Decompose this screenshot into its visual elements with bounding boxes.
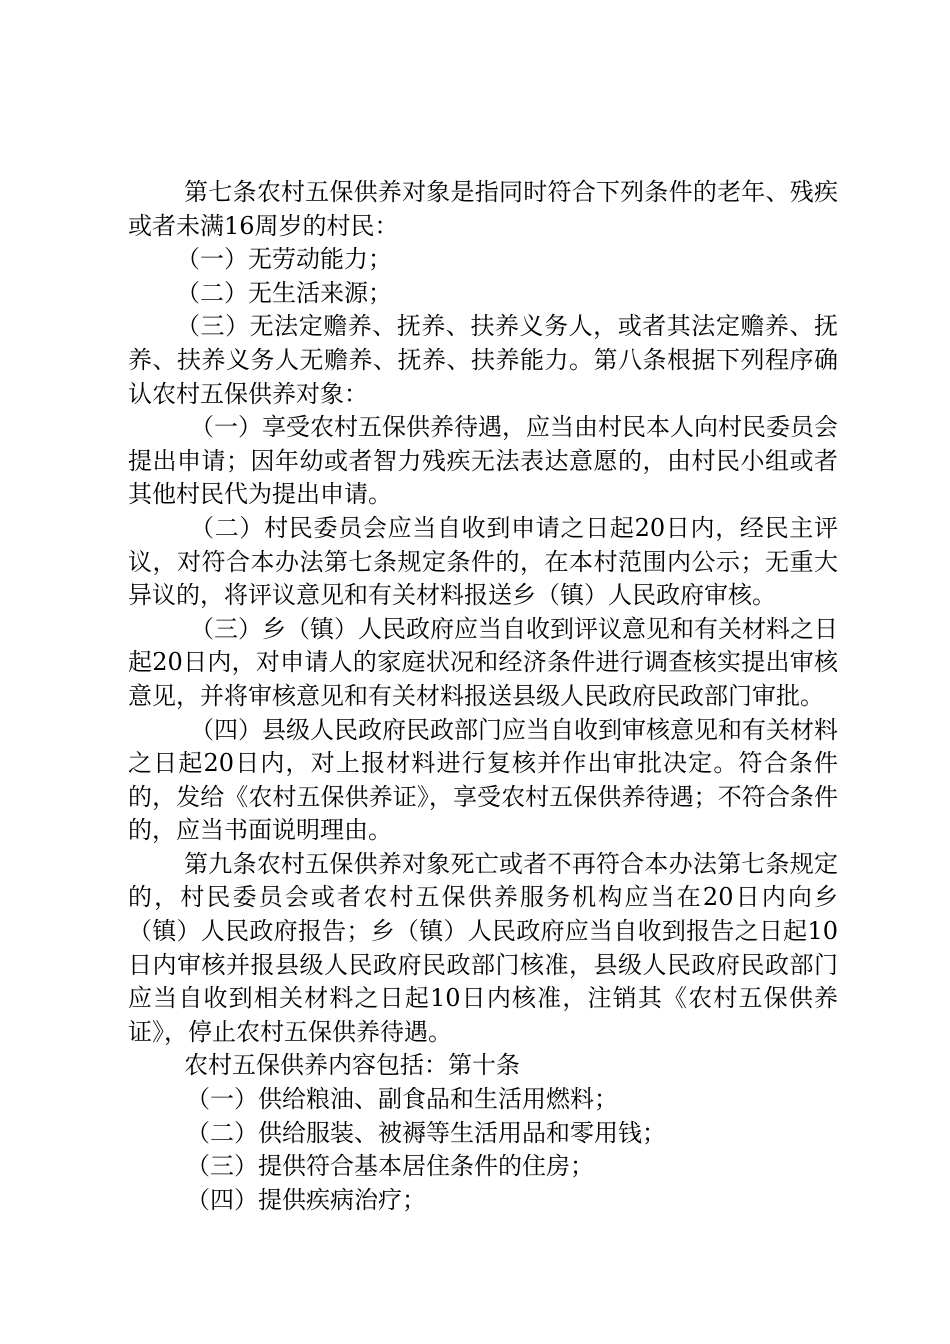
article8-item-3: （三）乡（镇）人民政府应当自收到评议意见和有关材料之日起20日内，对申请人的家庭状况和经济条件进行调查核实提出审核意见，并将审核意见和有关材料报送县级人民政府民政部门审批。	[128, 614, 838, 710]
article10-intro: 农村五保供养内容包括：第十条	[184, 1051, 520, 1080]
article10-item-4: （四）提供疾病治疗；	[186, 1185, 426, 1214]
article8-item-2: （二）村民委员会应当自收到申请之日起20日内，经民主评议，对符合本办法第七条规定条件的，在本村范围内公示；无重大异议的，将评议意见和有关材料报送乡（镇）人民政府审核。	[128, 513, 838, 610]
article10-item-3: （三）提供符合基本居住条件的住房；	[186, 1152, 594, 1181]
article7-item-3: （三）无法定赡养、抚养、扶养义务人，或者其法定赡养、抚养、扶养义务人无赡养、抚养、扶养能力。第八条根据下列程序确认农村五保供养对象：	[128, 312, 838, 408]
article7-item-1: （一）无劳动能力；	[176, 245, 392, 274]
article9-text: 第九条农村五保供养对象死亡或者不再符合本办法第七条规定的，村民委员会或者农村五保供养服务机构应当在20日内向乡（镇）人民政府报告；乡（镇）人民政府应当自收到报告之日起10日内审核并报县级人民政府民政部门核准，县级人民政府民政部门应当自收到相关材料之日起10日内核准，注销其《农村五保供养证》，停止农村五保供养待遇。	[128, 849, 838, 1046]
article7-intro: 第七条农村五保供养对象是指同时符合下列条件的老年、残疾或者未满16周岁的村民：	[128, 178, 838, 240]
article8-item-4: （四）县级人民政府民政部门应当自收到审核意见和有关材料之日起20日内，对上报材料进行复核并作出审批决定。符合条件的，发给《农村五保供养证》，享受农村五保供养待遇；不符合条件的，应当书面说明理由。	[128, 715, 838, 845]
article10-item-1: （一）供给粮油、副食品和生活用燃料；	[186, 1085, 618, 1114]
article10-item-2: （二）供给服装、被褥等生活用品和零用钱；	[186, 1118, 666, 1147]
article8-item-1: （一）享受农村五保供养待遇，应当由村民本人向村民委员会提出申请；因年幼或者智力残疾无法表达意愿的，由村民小组或者其他村民代为提出申请。	[128, 413, 838, 509]
document-page	[128, 176, 838, 1217]
article7-item-2: （二）无生活来源；	[176, 278, 392, 307]
